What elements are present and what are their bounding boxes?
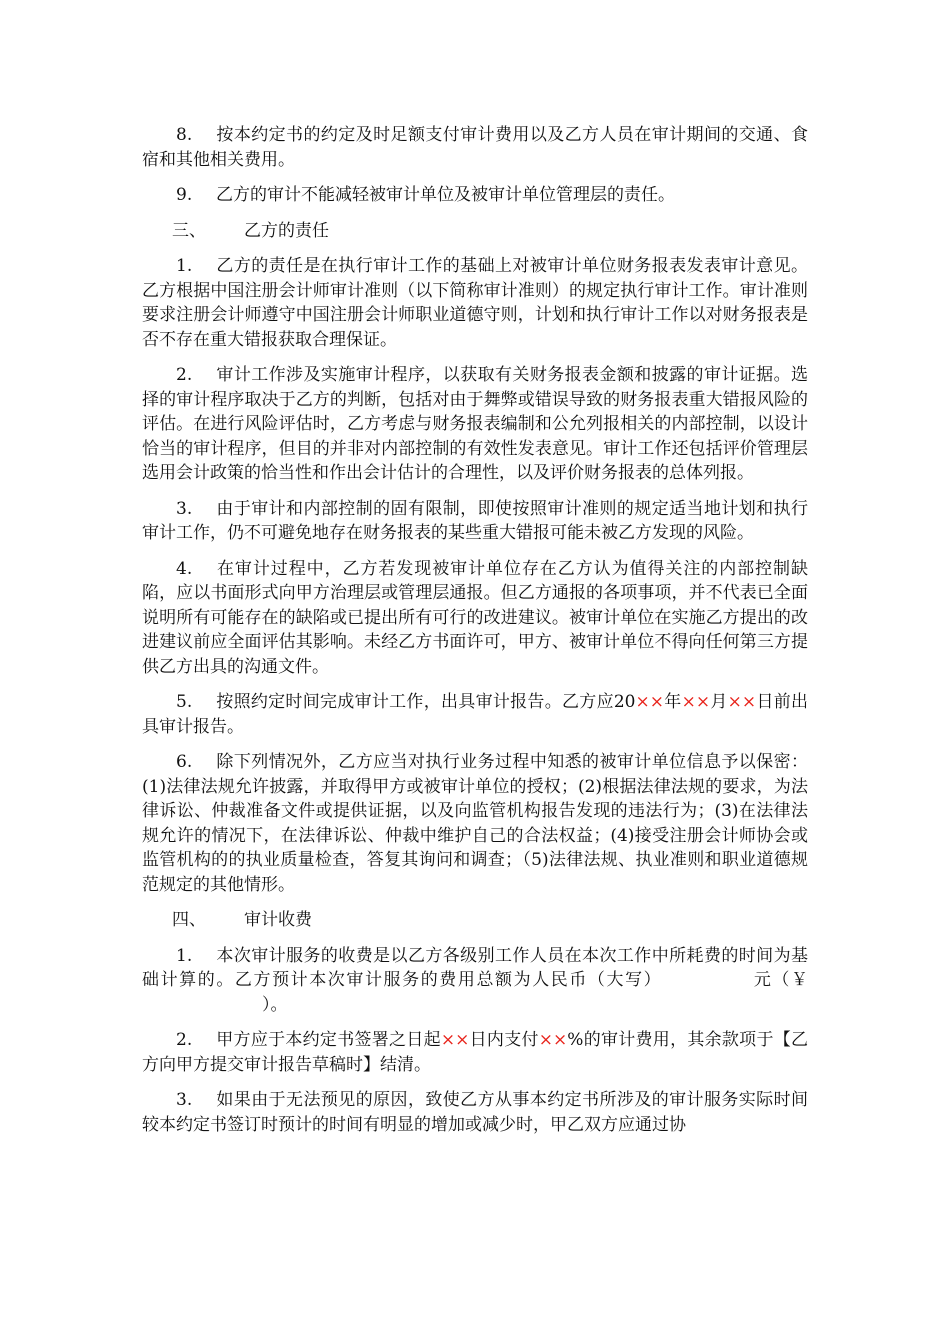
clause-paragraph [142, 690, 808, 739]
clause-text: 乙方的责任是在执行审计工作的基础上对被审计单位财务报表发表审计意见。乙方根据中国注册会计师审计准则（以下简称审计准则）的规定执行审计工作。审计准则要求注册会计师遵守中国注册会计师职业道德守则，计划和执行审计工作以对财务报表是否不存在重大错报获取合理保证。 [142, 256, 808, 350]
clause-number: 8. [176, 125, 193, 145]
clause-text: 按照约定时间完成审计工作，出具审计报告。乙方应20 [216, 692, 636, 712]
placeholder-mark: ×× [440, 1030, 470, 1050]
clause-number: 3. [176, 498, 193, 519]
clause-number: 6. [176, 752, 193, 772]
clause-number: 3. [176, 1090, 193, 1110]
section-heading [142, 908, 808, 933]
clause-text: %的审计费用，其余款项于【乙方向甲方提交审计报告草稿时】结清。 [142, 1030, 809, 1075]
clause-paragraph [142, 183, 808, 208]
clause-paragraph [142, 1028, 808, 1077]
clause-paragraph [142, 363, 808, 486]
placeholder-mark: ×× [538, 1030, 568, 1050]
clause-text: 按本约定书的约定及时足额支付审计费用以及乙方人员在审计期间的交通、食宿和其他相关费用。 [142, 125, 808, 170]
clause-paragraph [142, 557, 808, 680]
clause-text: 甲方应于本约定书签署之日起 [216, 1030, 441, 1050]
clause-paragraph [142, 497, 808, 546]
section-number: 四、 [172, 910, 206, 930]
clause-paragraph [142, 254, 808, 352]
clause-text: 乙方的审计不能减轻被审计单位及被审计单位管理层的责任。 [216, 185, 675, 205]
clause-number: 2. [176, 365, 193, 385]
clause-text: 日前出具审计报告。 [142, 692, 809, 737]
section-title: 审计收费 [244, 910, 312, 930]
clause-number: 1. [176, 256, 193, 276]
clause-paragraph [142, 944, 808, 1018]
placeholder-mark: ×× [727, 692, 757, 712]
clause-text: 月 [710, 692, 728, 712]
placeholder-mark: ×× [635, 692, 664, 712]
clause-text: 如果由于无法预见的原因，致使乙方从事本约定书所涉及的审计服务实际时间较本约定书签订时预计的时间有明显的增加或减少时，甲乙双方应通过协 [142, 1090, 808, 1135]
clause-text: 年 [664, 692, 682, 712]
clause-text: 在审计过程中，乙方若发现被审计单位存在乙方认为值得关注的内部控制缺陷，应以书面形式向甲方治理层或管理层通报。但乙方通报的各项事项，并不代表已全面说明所有可能存在的缺陷或已提出所有可行的改进建议。被审计单位在实施乙方提出的改进建议前应全面评估其影响。未经乙方书面许可，甲方、被审计单位不得向任何第三方提供乙方出具的沟通文件。 [142, 558, 808, 677]
placeholder-mark: ×× [681, 692, 711, 712]
section-number: 三、 [172, 220, 206, 241]
clause-text: 本次审计服务的收费是以乙方各级别工作人员在本次工作中所耗费的时间为基础计算的。乙方预计本次审计服务的费用总额为人民币（大写） [142, 945, 808, 990]
clause-number: 9. [176, 185, 193, 205]
document-page [142, 123, 808, 1148]
clause-paragraph [142, 750, 808, 897]
clause-text: ）。 [262, 994, 288, 1015]
clause-text: 日内支付 [469, 1030, 539, 1050]
section-heading [142, 219, 808, 244]
section-title: 乙方的责任 [244, 220, 329, 241]
clause-paragraph [142, 1088, 808, 1137]
clause-text: 元（￥ [752, 970, 809, 990]
clause-number: 2. [176, 1030, 193, 1050]
clause-paragraph [142, 123, 808, 172]
clause-text: 除下列情况外，乙方应当对执行业务过程中知悉的被审计单位信息予以保密：(1)法律法规允许披露，并取得甲方或被审计单位的授权；(2)根据法律法规的要求，为法律诉讼、仲裁准备文件或提供证据，以及向监管机构报告发现的违法行为；(3)在法律法规允许的情况下，在法律诉讼、仲裁中维护自己的合法权益；(4)接受注册会计师协会或监管机构的的执业质量检查，答复其询问和调查；（5)法律法规、执业准则和职业道德规范规定的其他情形。 [142, 752, 808, 895]
clause-text: 审计工作涉及实施审计程序，以获取有关财务报表金额和披露的审计证据。选择的审计程序取决于乙方的判断，包括对由于舞弊或错误导致的财务报表重大错报风险的评估。在进行风险评估时，乙方考虑与财务报表编制和公允列报相关的内部控制，以设计恰当的审计程序，但目的并非对内部控制的有效性发表意见。审计工作还包括评价管理层选用会计政策的恰当性和作出会计估计的合理性，以及评价财务报表的总体列报。 [142, 365, 808, 483]
clause-number: 1. [176, 945, 193, 966]
clause-number: 4. [176, 558, 193, 579]
clause-text: 由于审计和内部控制的固有限制，即使按照审计准则的规定适当地计划和执行审计工作，仍不可避免地存在财务报表的某些重大错报可能未被乙方发现的风险。 [142, 498, 808, 543]
clause-number: 5. [176, 692, 193, 712]
